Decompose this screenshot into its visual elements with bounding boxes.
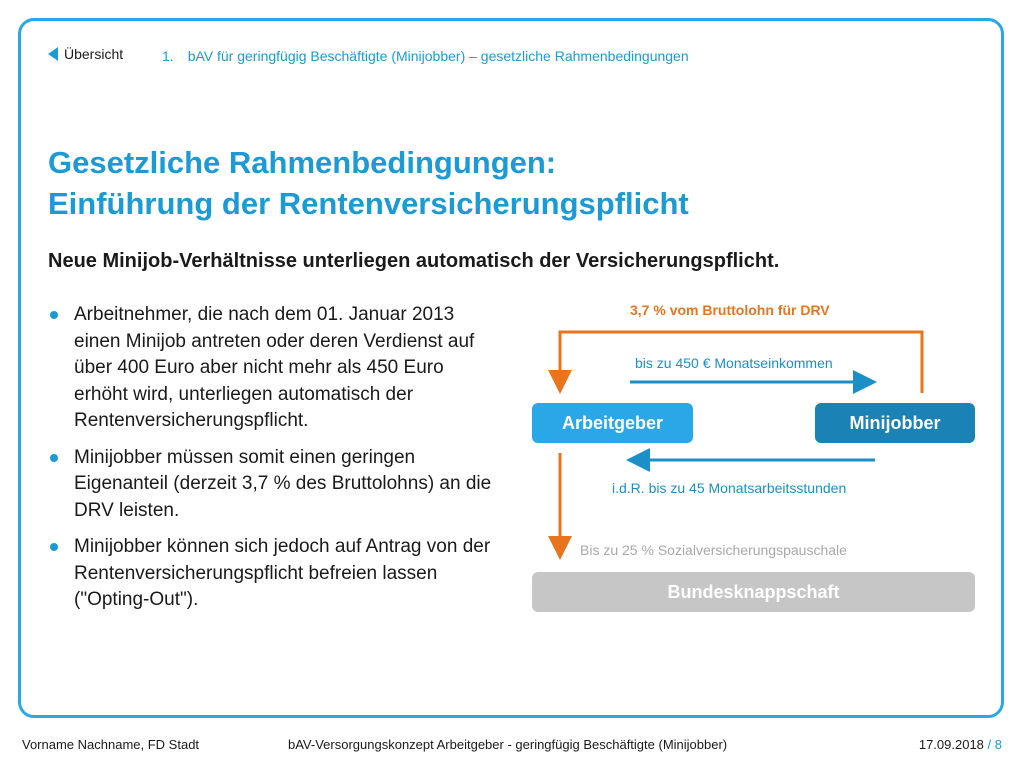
flow-diagram [520,290,990,620]
footer-author: Vorname Nachname, FD Stadt [22,737,200,752]
bullet-dot-icon [50,311,58,319]
social-insurance-label: Bis zu 25 % Sozialversicherungspauschale [580,542,847,558]
bullet-dot-icon [50,543,58,551]
bullet-text: Minijobber können sich jedoch auf Antrag von der Rentenversicherungspflicht befreien lassen ("Opting-Out"). [74,536,491,610]
page-title [48,142,689,224]
nav-bar [48,46,123,62]
diagram-arrows [520,290,990,620]
bullet-dot-icon [50,454,58,462]
back-label: Übersicht [64,46,124,62]
bullet-text: Arbeitnehmer, die nach dem 01. Januar 2013 einen Minijob antreten oder deren Verdienst auf über 400 Euro aber nicht mehr als 450 Euro erhöht wird, unterliegen automatisch der Rentenversicherungspflicht. [74,304,475,431]
minijobber-box: Minijobber [815,403,975,443]
footer-page-number: 8 [994,737,1002,752]
breadcrumb-text: bAV für geringfügig Beschäftigte (Minijobber) – gesetzliche Rahmenbedingungen [187,48,689,64]
bullet-item [48,445,498,525]
footer-date: 17.09.2018 [918,737,984,752]
footer-document: bAV-Versorgungskonzept Arbeitgeber - geringfügig Beschäftigte (Minijobber) [288,737,728,752]
bullet-list [48,302,498,624]
breadcrumb-number: 1. [162,48,174,64]
drv-label: 3,7 % vom Bruttolohn für DRV [630,302,830,318]
triangle-left-icon [48,47,58,61]
income-label: bis zu 450 € Monatseinkommen [635,355,833,371]
footer-date-page [919,737,1002,752]
bullet-item [48,534,498,614]
title-line-1: Gesetzliche Rahmenbedingungen: [48,145,557,180]
bullet-text: Minijobber müssen somit einen geringen Eigenanteil (derzeit 3,7 % des Bruttolohns) an die DRV leisten. [74,446,492,521]
bundesknappschaft-box: Bundesknappschaft [532,572,975,612]
hours-label: i.d.R. bis zu 45 Monatsarbeitsstunden [612,480,847,496]
breadcrumb[interactable] [162,48,689,64]
bullet-item [48,302,498,435]
subtitle: Neue Minijob-Verhältnisse unterliegen automatisch der Versicherungspflicht. [48,250,780,272]
back-to-overview-link[interactable] [48,46,123,62]
footer-separator: / [983,737,995,752]
arbeitgeber-box: Arbeitgeber [532,403,693,443]
title-line-2: Einführung der Rentenversicherungspflicht [48,186,689,221]
